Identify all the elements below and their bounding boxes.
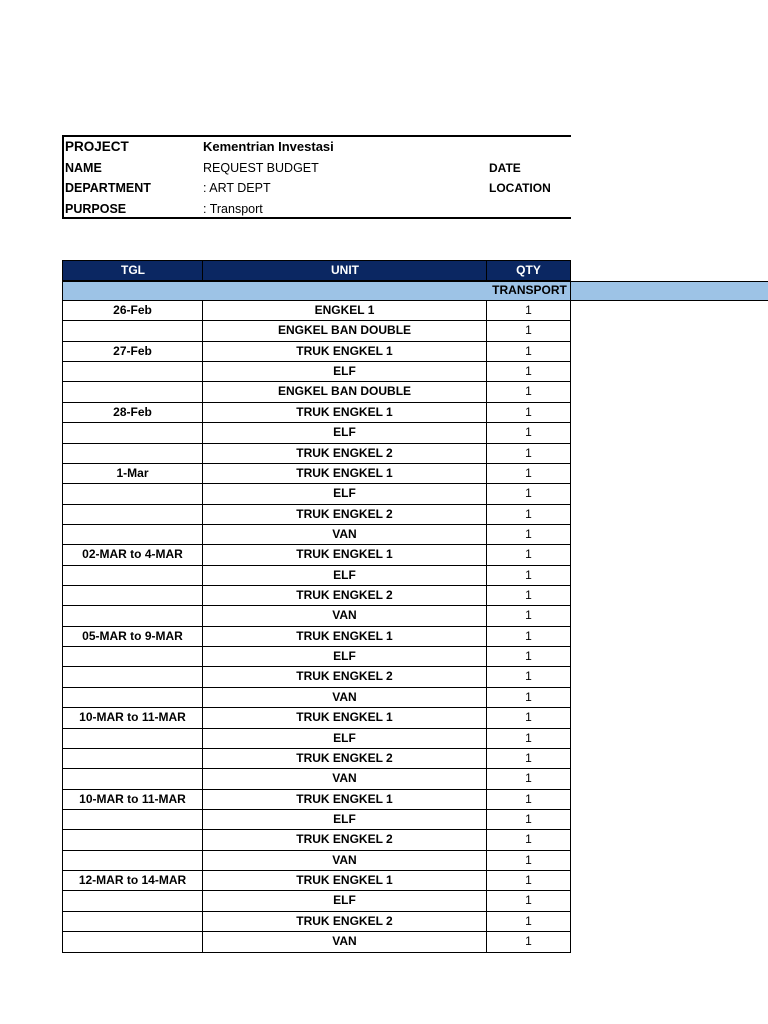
cell-unit: TRUK ENGKEL 2 xyxy=(296,913,393,928)
cell-qty: 1 xyxy=(525,384,532,399)
cell-tgl: 12-MAR to 14-MAR xyxy=(78,873,187,888)
table-row xyxy=(63,932,570,952)
cell-qty: 1 xyxy=(525,303,532,317)
cell-unit: ELF xyxy=(333,893,356,908)
info-row-name xyxy=(64,158,571,178)
purpose-value: : Transport xyxy=(203,202,263,216)
cell-unit: ELF xyxy=(333,649,356,664)
table-row xyxy=(63,830,570,850)
cell-qty: 1 xyxy=(525,791,532,806)
cell-qty: 1 xyxy=(525,608,532,623)
cell-qty: 1 xyxy=(525,364,532,379)
date-label: DATE xyxy=(489,161,521,175)
cell-unit: TRUK ENGKEL 1 xyxy=(296,465,393,480)
cell-unit: ELF xyxy=(333,567,356,582)
table-row xyxy=(63,525,570,545)
table-row xyxy=(63,382,570,402)
info-row-department xyxy=(64,178,571,198)
cell-qty: 1 xyxy=(525,689,532,704)
cell-qty: 1 xyxy=(525,323,532,338)
cell-qty: 1 xyxy=(525,486,532,501)
cell-unit: TRUK ENGKEL 1 xyxy=(296,710,393,725)
cell-unit: VAN xyxy=(332,608,357,623)
cell-qty: 1 xyxy=(525,567,532,582)
table-row xyxy=(63,708,570,728)
cell-tgl: 10-MAR to 11-MAR xyxy=(79,710,186,725)
cell-unit: TRUK ENGKEL 1 xyxy=(296,404,393,419)
cell-qty: 1 xyxy=(525,893,532,908)
cell-tgl: 28-Feb xyxy=(113,404,152,419)
table-header-row xyxy=(62,260,571,281)
cell-unit: ELF xyxy=(333,730,356,745)
cell-unit: TRUK ENGKEL 2 xyxy=(296,588,393,603)
cell-unit: ELF xyxy=(333,486,356,501)
cell-qty: 1 xyxy=(525,730,532,745)
cell-qty: 1 xyxy=(525,669,532,684)
cell-unit: TRUK ENGKEL 2 xyxy=(296,832,393,847)
table-body xyxy=(62,301,571,953)
cell-unit: VAN xyxy=(332,852,357,867)
cell-qty: 1 xyxy=(525,628,532,643)
section-label: TRANSPORT xyxy=(492,283,567,297)
name-label: NAME xyxy=(65,161,102,175)
table-row xyxy=(63,647,570,667)
cell-unit: TRUK ENGKEL 1 xyxy=(296,547,393,562)
header-tgl: TGL xyxy=(121,263,145,277)
table-row xyxy=(63,484,570,504)
section-band-transport xyxy=(62,281,768,301)
table-row xyxy=(63,790,570,810)
table-row xyxy=(63,769,570,789)
cell-unit: VAN xyxy=(332,526,357,541)
table-row xyxy=(63,464,570,484)
cell-tgl: 27-Feb xyxy=(113,343,152,358)
cell-tgl: 26-Feb xyxy=(113,303,152,317)
cell-qty: 1 xyxy=(525,465,532,480)
cell-tgl: 02-MAR to 4-MAR xyxy=(82,547,183,562)
table-row xyxy=(63,891,570,911)
cell-qty: 1 xyxy=(525,771,532,786)
table-row xyxy=(63,444,570,464)
header-qty: QTY xyxy=(516,263,541,277)
cell-qty: 1 xyxy=(525,526,532,541)
project-value: Kementrian Investasi xyxy=(203,139,334,154)
table-row xyxy=(63,606,570,626)
table-row xyxy=(63,627,570,647)
cell-unit: TRUK ENGKEL 1 xyxy=(296,873,393,888)
cell-qty: 1 xyxy=(525,588,532,603)
cell-unit: ELF xyxy=(333,364,356,379)
cell-qty: 1 xyxy=(525,934,532,949)
cell-unit: ELF xyxy=(333,811,356,826)
cell-tgl: 05-MAR to 9-MAR xyxy=(82,628,183,643)
cell-unit: TRUK ENGKEL 1 xyxy=(296,343,393,358)
table-row xyxy=(63,342,570,362)
cell-unit: TRUK ENGKEL 2 xyxy=(296,445,393,460)
table-row xyxy=(63,566,570,586)
cell-qty: 1 xyxy=(525,811,532,826)
cell-unit: TRUK ENGKEL 2 xyxy=(296,669,393,684)
table-row xyxy=(63,871,570,891)
cell-unit: VAN xyxy=(332,934,357,949)
location-label: LOCATION xyxy=(489,181,551,195)
cell-unit: ENGKEL 1 xyxy=(314,303,375,317)
cell-tgl: 1-Mar xyxy=(116,465,149,480)
table-row xyxy=(63,362,570,382)
cell-unit: ENGKEL BAN DOUBLE xyxy=(277,323,412,338)
cell-qty: 1 xyxy=(525,710,532,725)
table-row xyxy=(63,321,570,341)
header-unit: UNIT xyxy=(331,263,359,277)
cell-qty: 1 xyxy=(525,445,532,460)
table-row xyxy=(63,912,570,932)
cell-unit: ELF xyxy=(333,425,356,440)
cell-unit: TRUK ENGKEL 1 xyxy=(296,628,393,643)
cell-qty: 1 xyxy=(525,832,532,847)
cell-qty: 1 xyxy=(525,913,532,928)
table-row xyxy=(63,545,570,565)
cell-qty: 1 xyxy=(525,506,532,521)
cell-unit: TRUK ENGKEL 1 xyxy=(296,791,393,806)
cell-qty: 1 xyxy=(525,873,532,888)
cell-qty: 1 xyxy=(525,649,532,664)
department-value: : ART DEPT xyxy=(203,181,271,195)
department-label: DEPARTMENT xyxy=(65,181,151,195)
cell-qty: 1 xyxy=(525,852,532,867)
cell-unit: TRUK ENGKEL 2 xyxy=(296,750,393,765)
cell-qty: 1 xyxy=(525,750,532,765)
cell-unit: VAN xyxy=(332,689,357,704)
table-row xyxy=(63,403,570,423)
table-row xyxy=(63,810,570,830)
table-row xyxy=(63,729,570,749)
cell-qty: 1 xyxy=(525,343,532,358)
table-row xyxy=(63,851,570,871)
table-row xyxy=(63,505,570,525)
table-row xyxy=(63,301,570,321)
cell-qty: 1 xyxy=(525,547,532,562)
cell-unit: TRUK ENGKEL 2 xyxy=(296,506,393,521)
table-row xyxy=(63,423,570,443)
table-row xyxy=(63,688,570,708)
cell-unit: VAN xyxy=(332,771,357,786)
project-info-block xyxy=(62,135,571,219)
info-row-project xyxy=(64,137,571,157)
purpose-label: PURPOSE xyxy=(65,202,127,216)
project-label: PROJECT xyxy=(65,139,129,154)
info-row-purpose xyxy=(64,199,571,219)
table-row xyxy=(63,586,570,606)
table-row xyxy=(63,749,570,769)
transport-table xyxy=(62,260,571,281)
name-value: REQUEST BUDGET xyxy=(203,161,319,175)
cell-qty: 1 xyxy=(525,425,532,440)
cell-tgl: 10-MAR to 11-MAR xyxy=(79,791,186,806)
table-row xyxy=(63,667,570,687)
cell-qty: 1 xyxy=(525,404,532,419)
section-band-cells xyxy=(62,281,571,301)
cell-unit: ENGKEL BAN DOUBLE xyxy=(277,384,412,399)
